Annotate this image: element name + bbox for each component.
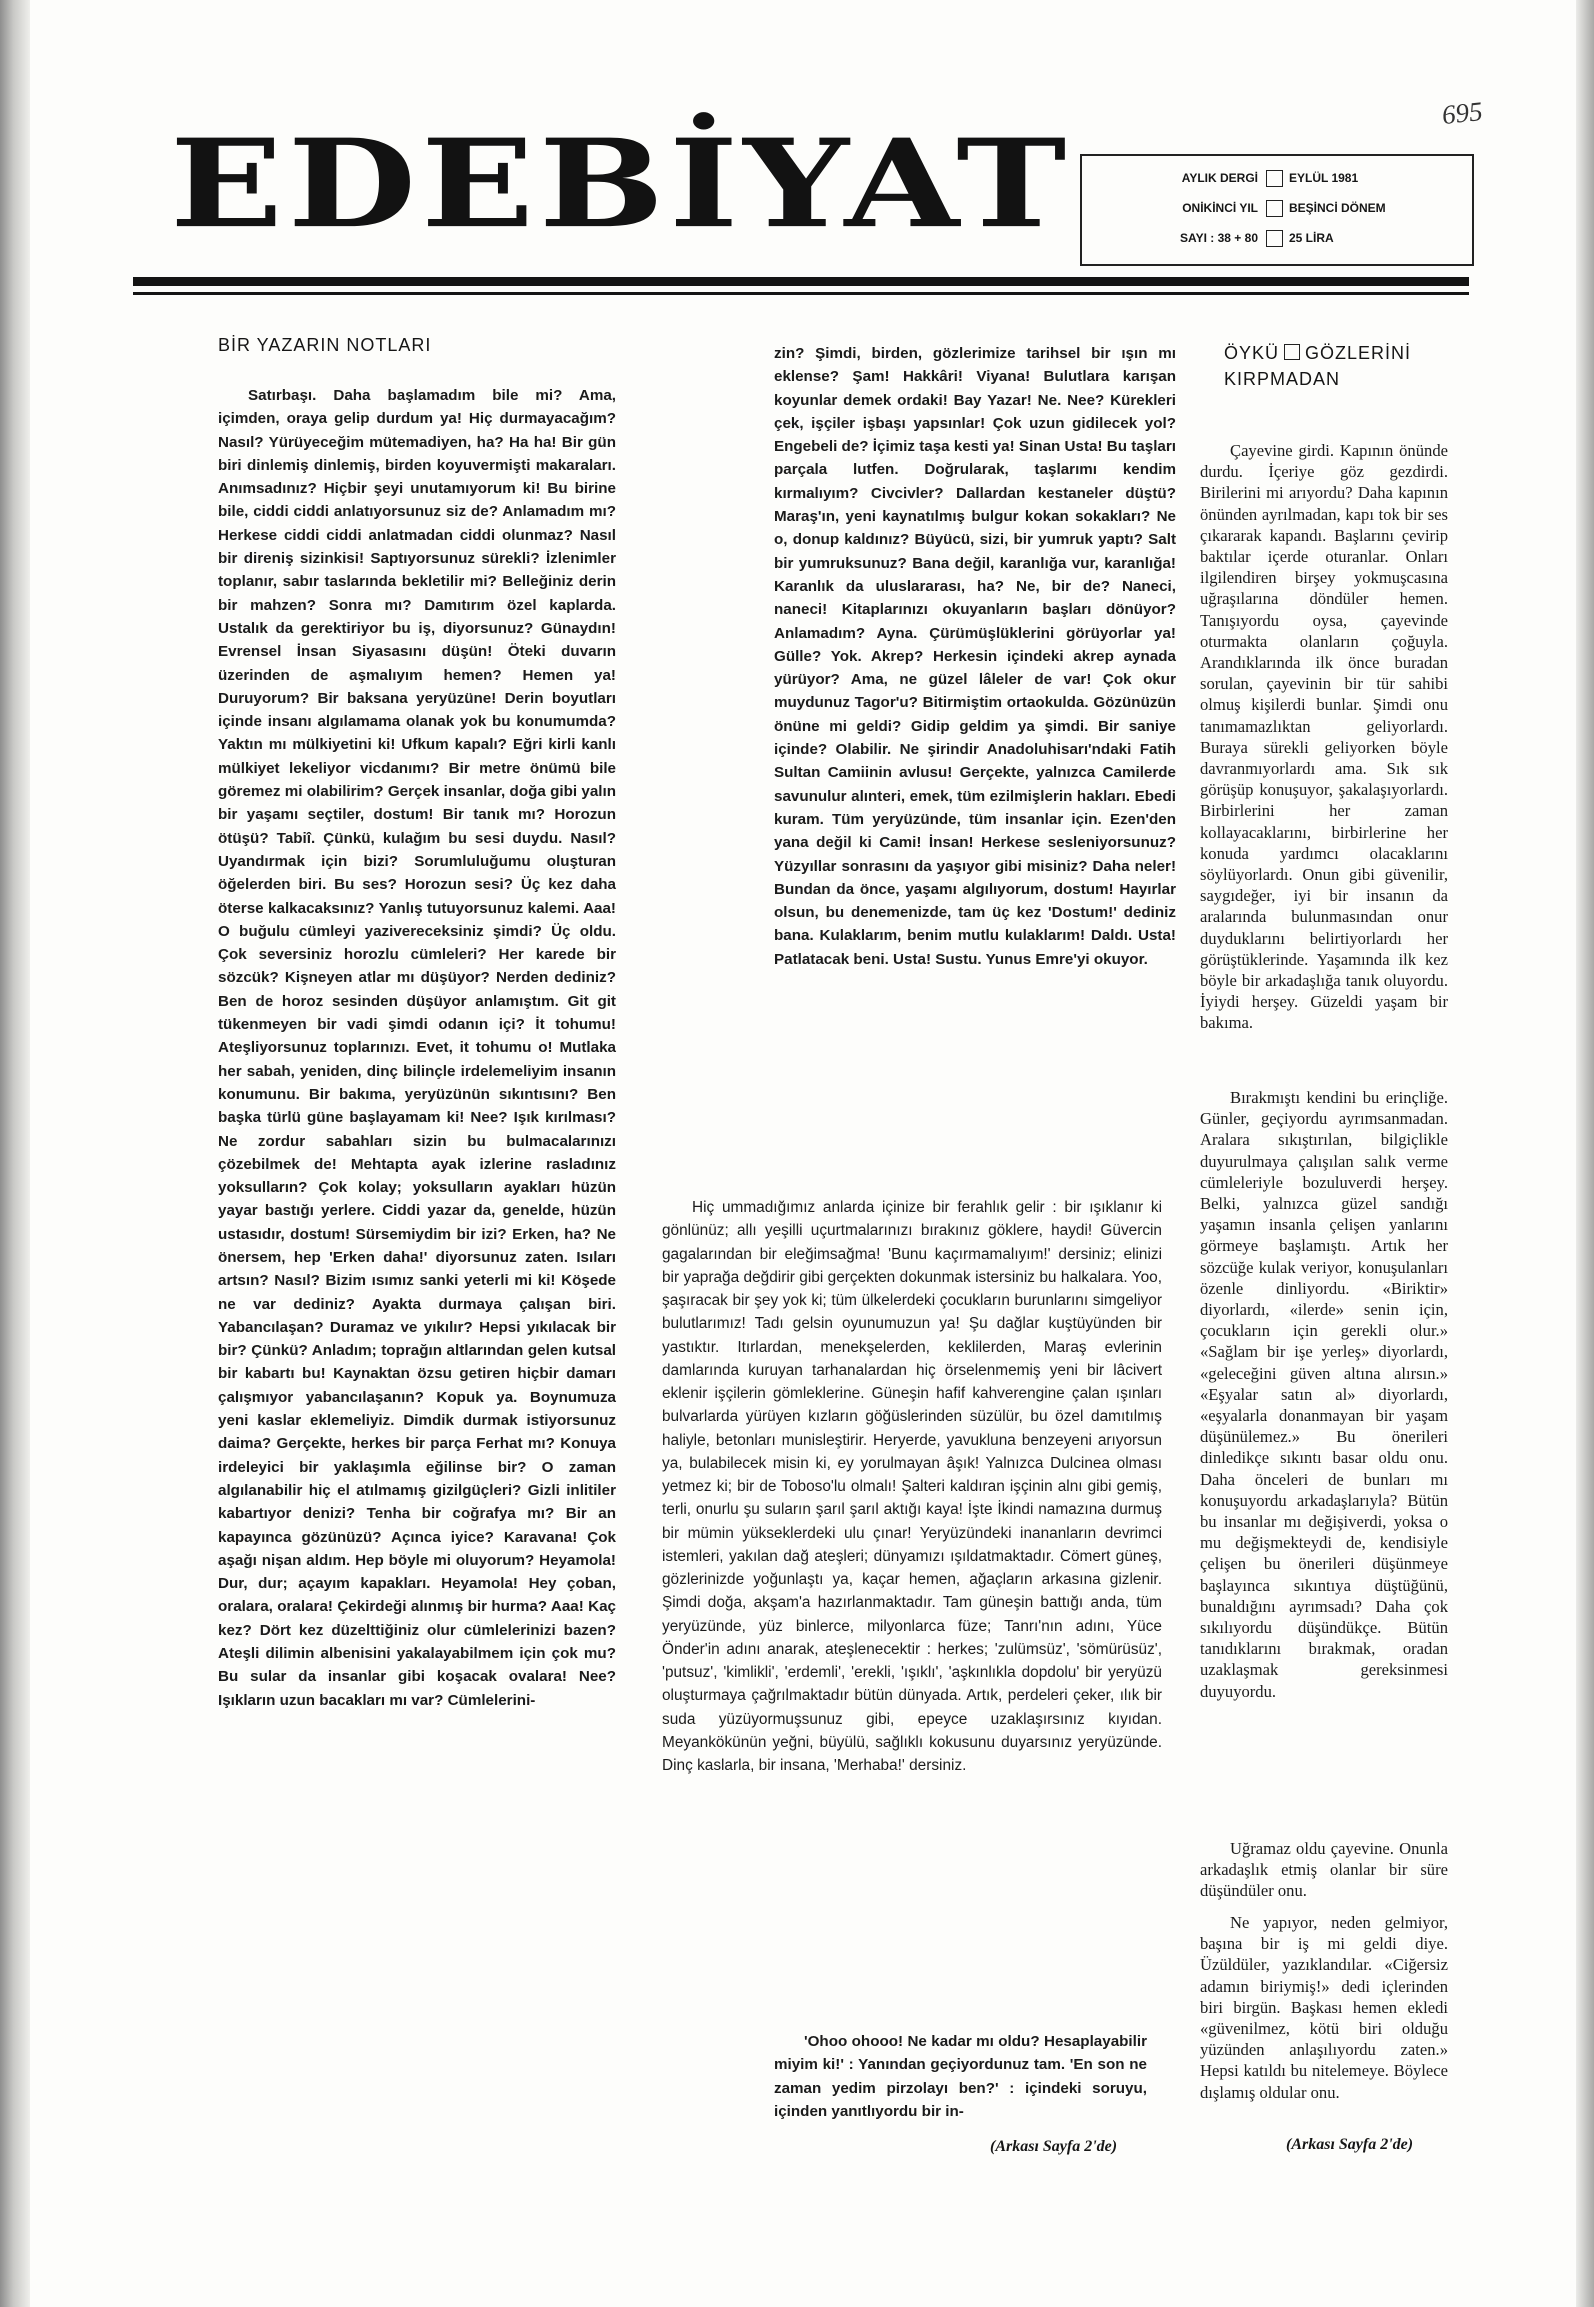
masthead-rule-thick [133, 277, 1469, 286]
wide-block-body: Hiç ummadığımız anlarda içinize bir ferahlık gelir : bir ışıklanır ki gönlünüz; allı yeşilli uçurtmalarınızı bırakınız göklere, haydi! Güvercin gagalarından bir eleğimsağma! 'Bunu kaçırmamalıyım!' dersiniz; elinizi bir yaprağa değdirir gibi gerçekten dokunmak istersiniz bu halkalara. Yoo, şaşıracak bir şey yok ki; tüm ülkelerdeki çocukların burunlarını simgeliyor bulutlarımız! Tadı gelsin oyunumuzun ya! Şu dağlar kuştüyünden bir yastıktır. Itırlardan, menekşelerden, keklilerden, Maraş evlerinin damlarında kuruyan tarhanalardan hiç örselenmemiş yeni bir lâcivert eklenir işçilerin gömleklerine. Güneşin hafif kahverengine çalan ışınları bulvarlarda yürüyen kızların göğüslerinden süzülür, bu özel damıtılmış haliyle, betonları munisleştirir. Heryerde, yavukluna benzeyeni arıyorsun ya, bulabilecek misin ki, ey yorulmayan âşık! Yalnızca Dulcinea olması yetmez ki; bir de Toboso'lu olmalı! Şalteri kaldıran işçinin alnı gibi gemiş, terli, onurlu şu suların şarıl şarıl aktığı kaya! İşte İkindi namazına durmuş bir mümin yükseklerdeki ulu çınar! Yeryüzündeki inananların devrimci istemleri, yakılan dağ ateşleri; dünyamızı ışıldatmaktadır. Cömert güneş, gözlerinizde yoğunlaştı ya, kaçar hemen, ağaçların arkasına gizlenir. Şimdi doğa, akşam'a hazırlanmaktadır. Tam güneşin battığı anda, tüm yeryüzünde, yüz binlerce, milyonlarca füze; Tanrı'nın adını, Yüce Önder'in adını anarak, ateşlenecektir : herkes; 'zulümsüz', 'sömürüsüz', 'putsuz', 'kimlikli', 'erdemli', 'erekli, 'ışıklı', 'aşkınlıkla dopdolu' bir yeryüzü oluşturmaya çağrılmaktadır bütün dünyada. Artık, perdeleri çeker, ılık bir suda yüzüyormuşsunuz gibi, epeyce uzaklaşırsınız kıyıdan. Meyankökünün yeğni, büyülü, sağlıklı kokusunu duyarsınız yeryüzünde. Dinç kaslarla, bir insana, 'Merhaba!' dersiniz. [662, 1199, 1162, 1774]
checkbox-square-icon [1266, 200, 1283, 217]
issue-info-row [1082, 168, 1472, 190]
left-article-heading: BİR YAZARIN NOTLARI [218, 335, 432, 355]
right-article-paragraph: Ne yapıyor, neden gelmiyor, başına bir iş mi geldi diye. Üzüldüler, yazıklandılar. «Ciğersiz adamın biriymiş!» dedi içlerinden biri birgün. Başkası hemen ekledi «güvenilmez, kötü biri olduğu yüzünden anlaşılıyordu zaten.» Hepsi katıldı bu nitelemeye. Böylece dışlamış oldular onu. [1200, 1913, 1448, 2102]
issue-info-left: AYLIK DERGİ [1181, 171, 1258, 185]
page-number: 695 [1440, 95, 1484, 131]
right-article-paragraph: Bırakmıştı kendini bu erinçliğe. Günler, geçiyordu ayrımsanmadan. Aralara sıkıştırılan, bilgiçlikle duyurulmaya çalışılan salık verme cümleleriyle bozuluverdi herşey. Belki, yalnızca güzel sandığı yaşamın insanla çelişen yanlarını görmeye başlamıştı. Artık her sözcüğe kulak veriyor, konuşulanları özenle dinliyordu. «Biriktir» diyorlardı, «ilerde» senin için, çocukların için gerekli olur.» «Sağlam bir işe yerleş» diyorlardı, «geleceğini güven altına alırsın.» «Eşyalar satın al» diyorlardı, «eşyalarla donanmayan bir yaşam düşünülemez.» Bu önerileri dinledikçe sıkıntı basar oldu onu. Daha önceleri de bunları mı konuşuyordu arkadaşlarıyla? Bütün bu insanlar mı değişiverdi, yoksa o mu değişmekteydi de, kendisiyle çelişen bu önerileri düşünmeye başlayınca sıkıntıya düştüğünü, bunaldığını ayrımsadı? Daha çok sıkılıyordu düşündükçe. Bütün tanıdıklarını bırakmak, oradan uzaklaşmak gereksinmesi duyuyordu. [1200, 1088, 1448, 1701]
middle-column-body: zin? Şimdi, birden, gözlerimize tarihsel bir ışın mı eklense? Şam! Hakkâri! Viyana! Bulutlara karışan koyunlar demek ordaki! Bay Yazar! Ne. Nee? Kürekleri çek, işçiler işbaşı yapsınlar! Çok uzun gidilecek yol? Engebeli de? İçimiz taşa kesti ya! Sinan Usta! Bu taşları parçala lutfen. Doğrularak, taşlarımı kendim kırmalıyım? Civcivler? Dallardan kestaneler düştü? Maraş'ın, yeni kaynatılmış bulgur kokan sokakları? Ne o, donup kaldınız? Büyücü, sizi, bir yumruk yaptı? Salt bir yumruksunuz? Bana değil, karanlığa vur, karanlığa! Karanlık da uluslararası, ha? Ne, bir de? Naneci, naneci! Kitaplarınızı okuyanların başları dönüyor? Anlamadım? Ayna. Çürümüşlüklerini görüyorlar ya! Gülle? Yok. Akrep? Herkesin içindeki akrep aynada yürüyor? Ama, ne güzel lâleler de var! Çok okur muydunuz Tagor'u? Bitirmiştim ortaokulda. Gözünüzün önüne mi geldi? Gidip geldim ya şimdi. Bir saniye içinde? Olabilir. Ne şirindir Anadoluhisarı'ndaki Fatih Sultan Camiinin avlusu! Gerçekte, yalnızca Camilerde savunulur alınteri, emek, tüm ezilmişlerin hakları. Ebedi kuram. Tüm yeryüzünde, tüm insanlar için. Ezen'den yana değil ki Cami! İnsan! Herkese sesleniyorsunuz? Yüzyıllar sonrasını da yaşıyor gibi misiniz? Daha neler! Bundan da önce, yaşamı algılıyorum, dostum! Hayırlar olsun, bu denemenizde, tam üç kez 'Dostum!' dediniz bana. Kulaklarım, benim mutlu kulaklarım! Daldı. Usta! Patlatacak beni. Usta! Sustu. Yunus Emre'yi okuyor. [774, 345, 1176, 968]
issue-info-right: BEŞİNCİ DÖNEM [1289, 201, 1386, 215]
right-article-paragraph: Çayevine girdi. Kapının önünde durdu. İçeriye göz gezdirdi. Birilerini mi arıyordu? Daha kapının önünden ayrılmadan, kapı tok bir ses çıkararak kapandı. Başlarını çevirip baktılar içerde oturanlar. Onları ilgilendiren birşey yokmuşcasına uğraşılarına döndüler hemen. Tanışıyordu oysa, çayevinde oturmakta olanların çoğuyla. Arandıklarında ilk önce buradan sorulan, çayevinin bir tür sahibi olmuş kişilerdi bunlar. Şimdi onu tanımamazlıktan geliyorlardı. Buraya sürekli geliyorken böyle davranmıyorlardı ama. Sık sık görüşüp konuşuyor, şakalaşıyorlardı. Birbirlerini her zaman kollayacaklarını, birbirlerine her konuda yardımcı olacaklarını söylüyorlardı. Onun gibi güvenilir, saygıdeğer, iyi bir insanın da aralarında bulunmasından onur duyduklarını belirtiyorlardı her görüştüklerinde. Yaşamında ilk kez böyle bir arkadaşlığa tanık oluyordu. İyiydi herşey. Güzeldi yaşam bir bakıma. [1200, 441, 1448, 1033]
issue-info-row [1082, 228, 1472, 250]
issue-info-left: SAYI : 38 + 80 [1180, 231, 1258, 245]
wide-block-closing: 'Ohoo ohooo! Ne kadar mı oldu? Hesaplayabilir miyim ki!' : Yanından geçiyordunuz tam. 'En son ne zaman yedim pirzolayı ben?' : içindeki soruyu, içinden yanıtlıyordu bir in- [774, 2033, 1147, 2120]
masthead-title: EDEBİYAT [170, 112, 1072, 255]
box-separator-icon [1284, 344, 1300, 360]
right-article-heading-title: GÖZLERİNİ KIRPMADAN [1224, 343, 1412, 389]
checkbox-square-icon [1266, 230, 1283, 247]
left-article-body: Satırbaşı. Daha başlamadım bile mi? Ama, içimden, oraya gelip durdum ya! Hiç durmayacağım? Nasıl? Yürüyeceğim mütemadiyen, ha? Ha ha! Bir gün biri dinlemiş dinlemiş, birden koyuvermişti makaraları. Anımsadınız? Hiçbir şeyi unutamıyorum ki! Bu birine bile, ciddi ciddi anlatıyorsunuz siz de? Anlamadım mı? Herkese ciddi ciddi anlatmadan ciddi olunmaz? Nasıl bir direniş sizinkisi! Saptıyorsunuz sürekli? İzlenimler toplanır, sabır taslarında bekletilir mi? Belleğiniz derin bir mahzen? Sonra mı? Damıtırım özel kaplarda. Ustalık da gerektiriyor bu iş, diyorsunuz? Günaydın! Evrensel İnsan Siyasasını düşün! Öteki duvarın üzerinden de aşmalıyım hemen? Hemen ya! Duruyorum? Bir baksana yeryüzüne! Derin boyutları içinde insanı algılamama olanak yok bu konumumda? Yaktın mı mülkiyetini ki! Ufkum kapalı? Eğri kirli kanlı mülkiyet lekeliyor vicdanımı? Bir metre önümü bile göremez mi olabilirim? Gerçek insanlar, doğa gibi yalın bir yaşamı seçtiler, dostum! Bir tanık mı? Horozun ötüşü? Tabiî. Çünkü, kulağım bu sesi duydu. Nasıl? Uyandırmak için bizi? Sorumluluğumu oluşturan öğelerden biri. Bu ses? Horozun sesi? Üç kez daha öterse kalkacaksınız? Yanlış tutuyorsunuz kalemi. Aaa! O buğulu cümleyi yazivereceksiniz şimdi? Üç oldu. Çok seversiniz horozlu cümleleri? Her karede bir sözcük? Kişneyen atlar mı düşüyor? Nerden dediniz? Ben de horoz sesinden düşüyor anlamıştım. Git git tükenmeyen bir vadi şimdi odanın içi? İt tohumu! Ateşliyorsunuz toplarınızı. Evet, it tohumu o! Mutlaka her sabah, yeniden, dinç bilinçle irdelemeliyim insanın konumunu. Bir bakıma, yeryüzünün sıkıntısını? Ben başka türlü güne başlayamam ki! Nee? Işık kırılması? Ne zordur sabahları sizin bu bulmacalarınızı çözebilmek de! Mehtapta ayak izlerine rasladınız yoksulların? Çok kolay; yoksulların ayakları hüzün yayar bastığı yerlere. Ciddi yazar da, genelde, hüzün ustasıdır, dostum! Sürsemiydim bir izi? Erken, ha? Ne önersem, hep 'Erken daha!' diyorsunuz zaten. Isıları artsın? Nasıl? Bizim ısımız sanki yeterli mi ki! Köşede ne var dediniz? Ayakta durmaya çalışan biri. Yabancılaşan? Duramaz ve yıkılır? Hepsi yıkılacak bir bir? Çünkü? Anladım; toprağın altlarından gelen kutsal bir kabartı bu! Kaynaktan özsu getiren hiçbir damarı çalışmıyor yabancılaşanın? Kopuk ya. Boynumuza yeni kaslar eklemeliyiz. Dimdik durmak istiyorsunuz daima? Gerçekte, herkes bir parça Ferhat mı? Konuya irdeleyici bir yaklaşımla eğilinse bir? O zaman algılanabilir hiç el atılmamış gizilgüçleri? Gizli inlitiler kabartıyor denizi? Tenha bir coğrafya mı? Bir an kapayınca gözünüzü? Açınca iyice? Karavana! Çok aşağı nişan aldım. Hep böyle mi oluyorum? Heyamola! Dur, dur; açayım kapakları. Heyamola! Hey çoban, oralara, oralara! Çekirdeği alınmış bir hurma? Aaa! Kaç kez? Dört kez düzelttiğiniz olur cümlelerinizi bazen? Ateşli dilimin albenisini yakalayabilmem için çok mu? Bu sular da insanlar gibi koşacak ovalara! Nee? Işıkların uzun bacakları mı var? Cümlelerini- [218, 387, 616, 1709]
scan-edge-right [1576, 0, 1594, 2307]
issue-info-box [1080, 154, 1474, 266]
issue-info-right: EYLÜL 1981 [1289, 171, 1359, 185]
masthead-rule-thin [133, 292, 1469, 295]
issue-info-row [1082, 198, 1472, 220]
scan-edge-left [0, 0, 30, 2307]
continued-note: (Arkası Sayfa 2'de) [1286, 2136, 1414, 2153]
right-article-paragraph: Uğramaz oldu çayevine. Onunla arkadaşlık etmiş olanlar bir süre düşündüler onu. [1200, 1839, 1448, 1901]
checkbox-square-icon [1266, 170, 1283, 187]
issue-info-left: ONİKİNCİ YIL [1182, 201, 1258, 215]
continued-note: (Arkası Sayfa 2'de) [990, 2138, 1118, 2155]
right-article-heading [1224, 340, 1464, 392]
issue-info-right: 25 LİRA [1289, 231, 1334, 245]
right-article-heading-prefix: ÖYKÜ [1224, 343, 1280, 363]
